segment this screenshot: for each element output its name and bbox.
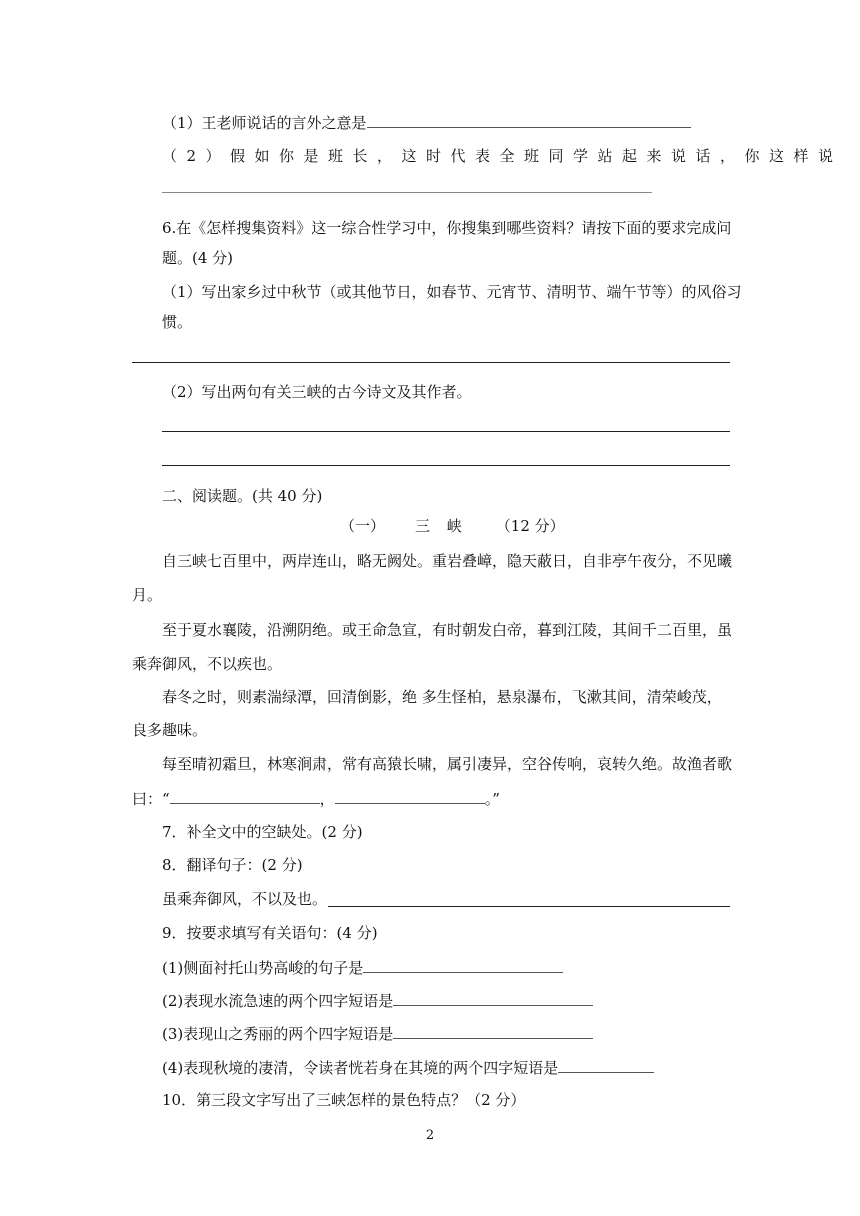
question-9-2 [162,990,593,1011]
page-number: 2 [425,1128,435,1143]
question-10: 10．第三段文字写出了三峡怎样的景色特点？（2 分） [162,1091,526,1109]
q5-sub2: （2）假如你是班长，这时代表全班同学站起来说话，你这样说 [162,147,843,165]
passage-p4-line2 [132,788,500,809]
question-9-1 [162,957,563,978]
comma: ， [319,790,335,808]
answer-line[interactable] [162,465,730,466]
question-9-3 [162,1023,593,1044]
question-8: 8．翻译句子：(2 分) [162,856,303,874]
q6-prompt-line1: 6.在《怎样搜集资料》这一综合性学习中，你搜集到哪些资料？请按下面的要求完成问 [162,219,732,237]
answer-blank[interactable] [335,788,485,804]
passage-score: （12 分） [495,517,565,535]
passage-number: （一） [340,517,386,535]
answer-blank[interactable] [170,788,320,804]
answer-blank[interactable] [393,1023,593,1039]
passage-p2-line1: 至于夏水襄陵，沿溯阴绝。或王命急宣，有时朝发白帝，暮到江陵，其间千二百里，虽 [162,621,733,639]
quote-close: 。” [484,790,500,808]
question-8-sentence: 虽乘奔御风，不以及也。 [162,890,328,908]
answer-blank[interactable] [558,1057,654,1073]
question-9-1-text: (1)侧面衬托山势高峻的句子是 [162,959,364,977]
answer-line[interactable] [162,192,652,193]
answer-line[interactable] [132,362,730,363]
question-9-4-text: (4)表现秋境的凄清，令读者恍若身在其境的两个四字短语是 [162,1059,559,1077]
passage-p3-line2: 良多趣味。 [132,721,208,739]
quote-open: 曰：“ [132,790,170,808]
q6-sub1-line1: （1）写出家乡过中秋节（或其他节日，如春节、元宵节、清明节、端午节等）的风俗习 [162,283,742,301]
passage-p4-line1: 每至晴初霜旦，林寒涧肃，常有高猿长啸，属引凄异，空谷传响，哀转久绝。故渔者歌 [162,755,733,773]
question-9-3-text: (3)表现山之秀丽的两个四字短语是 [162,1025,394,1043]
q6-prompt-line2: 题。(4 分) [162,249,234,267]
passage-title: 三 峡 [415,517,468,535]
passage-p1-line1: 自三峡七百里中，两岸连山，略无阙处。重岩叠嶂，隐天蔽日，自非亭午夜分，不见曦 [162,552,733,570]
question-7: 7．补全文中的空缺处。(2 分) [162,823,363,841]
answer-line[interactable] [162,431,730,432]
answer-blank[interactable] [363,957,563,973]
answer-blank[interactable] [367,112,691,128]
section-heading: 二、阅读题。(共 40 分) [162,487,323,505]
answer-blank[interactable] [393,990,593,1006]
answer-line[interactable] [328,906,730,907]
passage-p2-line2: 乘奔御风，不以疾也。 [132,655,283,673]
question-9-4 [162,1057,654,1078]
passage-p3-line1: 春冬之时，则素湍绿潭，回清倒影，绝 多生怪柏，悬泉瀑布，飞漱其间，清荣峻茂， [162,688,722,706]
passage-p1-line2: 月。 [132,586,163,604]
q5-sub1-text: （1）王老师说话的言外之意是 [162,114,367,132]
question-9-2-text: (2)表现水流急速的两个四字短语是 [162,992,394,1010]
q6-sub1-line2: 惯。 [162,313,193,331]
question-9: 9．按要求填写有关语句：(4 分) [162,924,378,942]
passage-title-line [340,516,565,536]
q6-sub2: （2）写出两句有关三峡的古今诗文及其作者。 [162,383,472,401]
q5-sub1 [162,112,691,133]
